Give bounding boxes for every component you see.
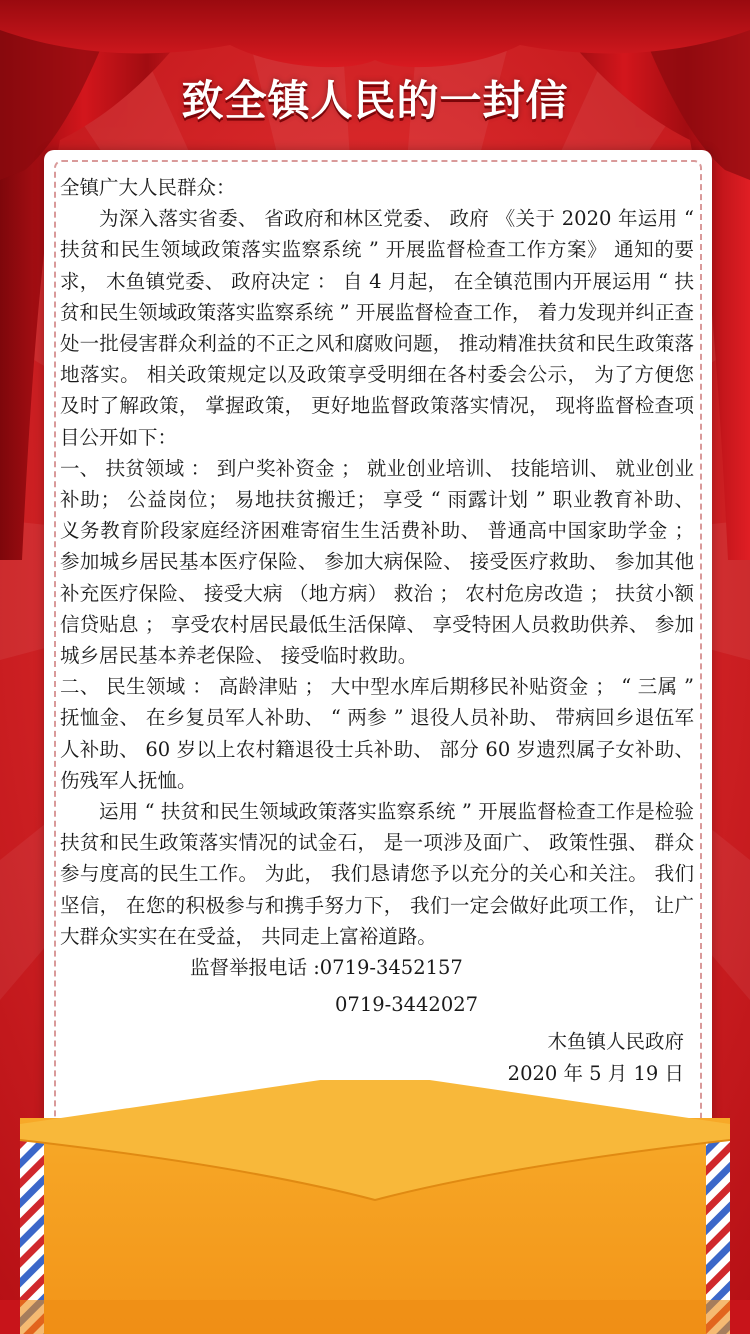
hotline-line-2: 0719-3442027	[335, 993, 479, 1017]
paragraph-item-2: 二、 民生领域 ： 高龄津贴 ； 大中型水库后期移民补贴资金 ； “ 三属 ” 抚恤金、 在乡复员军人补助、 “ 两参 ” 退役人员补助、 带病回乡退伍军人补助、 60 岁以上农村籍退役士兵补助、 部分 60 岁遗烈属子女补助、 伤残军人抚恤。	[60, 675, 694, 792]
envelope-graphic	[0, 1080, 750, 1334]
letter-body	[60, 172, 694, 1089]
paragraph-closing: 运用 “ 扶贫和民生领域政策落实监察系统 ” 开展监督检查工作是检验扶贫和民生政策落实情况的试金石， 是一项涉及面广、 政策性强、 群众参与度高的民生工作。 为此， 我们恳请您予以充分的关心和关注。 我们坚信， 在您的积极参与和携手努力下， 我们一定会做好此项工作， 让广大群众实实在在受益， 共同走上富裕道路。	[60, 800, 694, 948]
page-title: 致全镇人民的一封信	[181, 76, 569, 125]
signature-date: 2020 年 5 月 19 日	[507, 1061, 684, 1085]
salutation: 全镇广大人民群众：	[60, 176, 236, 199]
signature: 木鱼镇人民政府	[547, 1030, 684, 1054]
hotline-line-1: 监督举报电话 :0719-3452157	[190, 956, 463, 980]
paragraph-item-1: 一、 扶贫领域 ： 到户奖补资金 ； 就业创业培训、 技能培训、 就业创业补助； 公益岗位； 易地扶贫搬迁； 享受 “ 雨露计划 ” 职业教育补助、 义务教育阶段家庭经济困难寄宿生生活费补助、 普通高中国家助学金 ； 参加城乡居民基本医疗保险、 参加大病保险、 接受医疗救助、 参加其他补充医疗保险、 接受大病 （地方病） 救治 ； 农村危房改造 ； 扶贫小额信贷贴息 ； 享受农村居民最低生活保障、 享受特困人员救助供养、 参加城乡居民基本养老保险、 接受临时救助。	[60, 456, 694, 668]
paragraph-intro: 为深入落实省委、 省政府和林区党委、 政府 《关于 2020 年运用 “ 扶贫和民生领域政策落实监察系统 ” 开展监督检查工作方案》 通知的要求， 木鱼镇党委、 政府决定 ： 自 4 月起， 在全镇范围内开展运用 “ 扶贫和民生领域政策落实监察系统 ” 开展监督检查工作， 着力发现并纠正查处一批侵害群众利益的不正之风和腐败问题， 推动精准扶贫和民生政策落地落实。 相关政策规定以及政策享受明细在各村委会公示， 为了方便您及时了解政策， 掌握政策， 更好地监督政策落实情况， 现将监督检查项目公开如下：	[60, 207, 694, 449]
